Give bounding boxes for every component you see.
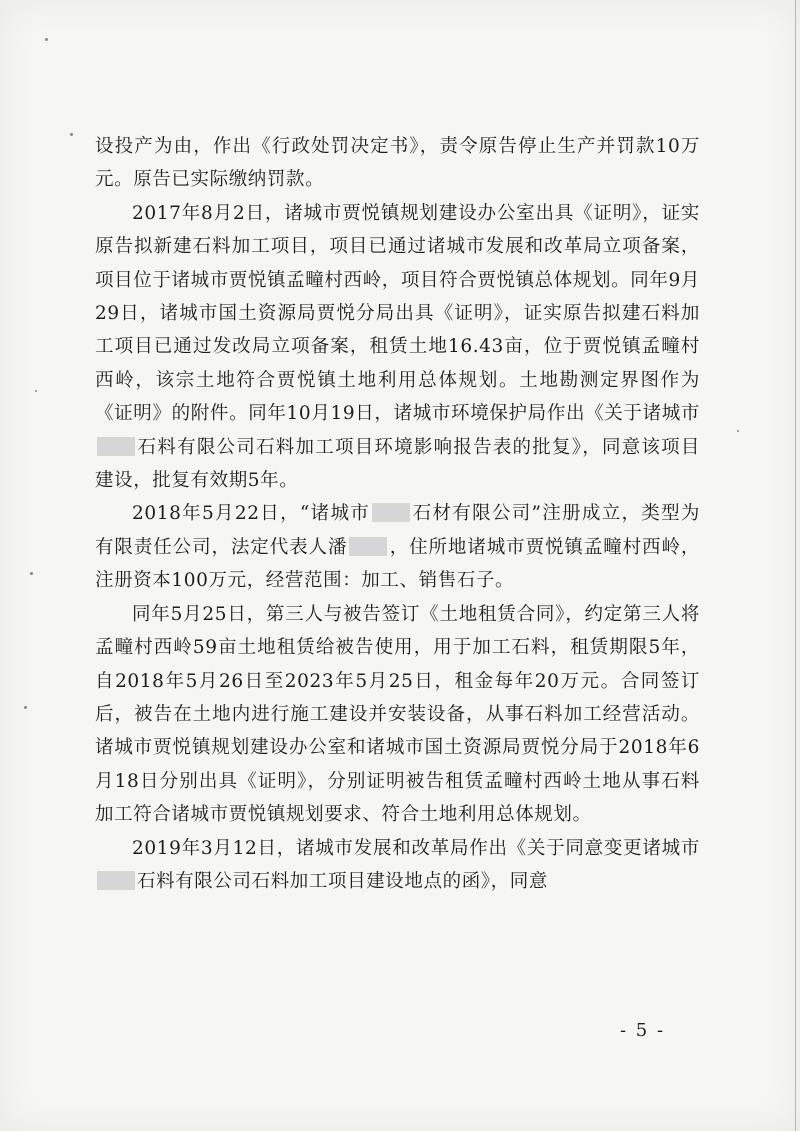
- paragraph: [95, 497, 700, 597]
- paragraph-text: 2019年3月12日，诸城市发展和改革局作出《关于同意变更诸城市: [132, 837, 700, 859]
- paragraph-text: 石料有限公司石料加工项目建设地点的函》，同意: [137, 870, 548, 892]
- paragraph: [95, 598, 700, 832]
- scan-speck: [737, 430, 739, 432]
- scan-speck: [24, 706, 27, 709]
- scan-speck: [70, 133, 73, 136]
- scan-speck: [35, 390, 37, 392]
- redacted-name-block: [372, 503, 410, 522]
- document-body: [95, 130, 700, 898]
- paragraph-text: 石料有限公司石料加工项目环境影响报告表的批复》，同意该项目建设，批复有效期5年。: [95, 436, 700, 492]
- redacted-name-block: [97, 871, 135, 890]
- page-number: - 5 -: [620, 1020, 666, 1041]
- paragraph: [95, 130, 700, 197]
- paragraph-text: ，住所地诸城市贾悦镇孟疃村西岭，注册资本100万元，经营范围：加工、销售石子。: [95, 536, 700, 592]
- paragraph-text: 设投产为由，作出《行政处罚决定书》，责令原告停止生产并罚款10万元。原告已实际缴纳罚款。: [95, 136, 700, 191]
- redacted-name-block: [97, 437, 135, 456]
- scan-edge-line: [795, 0, 796, 1131]
- redacted-name-block: [349, 537, 387, 556]
- paragraph: [95, 197, 700, 498]
- paragraph-text: 同年5月25日，第三人与被告签订《土地租赁合同》，约定第三人将孟疃村西岭59亩土地租赁给被告使用，用于加工石料，租赁期限5年，自2018年5月26日至2023年5月25日，租金每年20万元。合同签订后，被告在土地内进行施工建设并安装设备，从事石料加工经营活动。诸城市贾悦镇规划建设办公室和诸城市国土资源局贾悦分局于2018年6月18日分别出具《证明》，分别证明被告租赁孟疃村西岭土地从事石料加工符合诸城市贾悦镇规划要求、符合土地利用总体规划。: [95, 603, 700, 826]
- paragraph-text: 2017年8月2日，诸城市贾悦镇规划建设办公室出具《证明》，证实原告拟新建石料加工项目，项目已通过诸城市发展和改革局立项备案，项目位于诸城市贾悦镇孟疃村西岭，项目符合贾悦镇总体规划。同年9月29日，诸城市国土资源局贾悦分局出具《证明》，证实原告拟建石料加工项目已通过发改局立项备案，租赁土地16.43亩，位于贾悦镇孟疃村西岭，该宗土地符合贾悦镇土地利用总体规划。土地勘测定界图作为《证明》的附件。同年10月19日，诸城市环境保护局作出《关于诸城市: [95, 202, 700, 425]
- paragraph-text: 2018年5月22日，“诸城市: [132, 503, 371, 525]
- paragraph-text: 石材有限公司”注册成立，类型为有限责任公司，法定代表人潘: [95, 503, 700, 558]
- scan-speck: [45, 38, 48, 41]
- paragraph: [95, 832, 700, 899]
- scan-speck: [30, 572, 33, 575]
